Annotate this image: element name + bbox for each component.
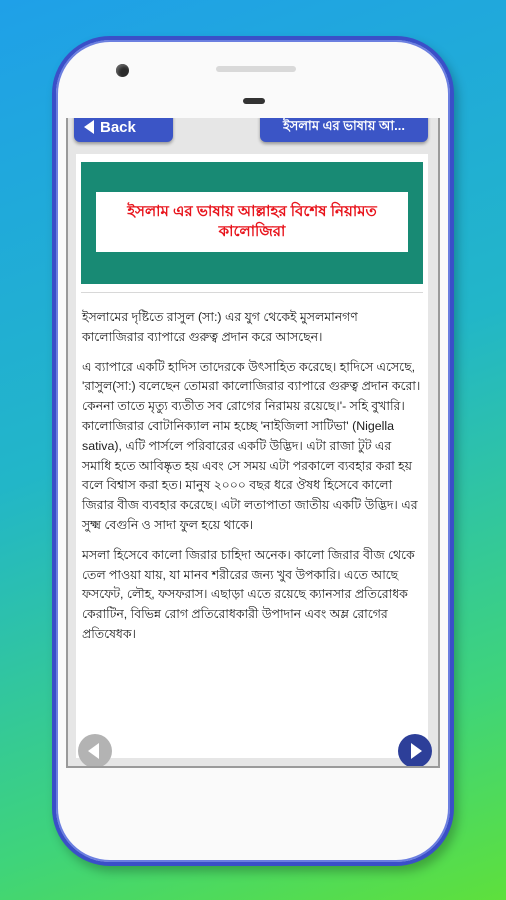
banner-title-box (96, 192, 408, 252)
page-title: ইসলাম এর ভাষায় আ... (283, 118, 405, 133)
article-paragraph-1: ইসলামের দৃষ্টিতে রাসুল (সা:) এর যুগ থেকেই মুসলমানগণ কালোজিরার ব্যাপারে গুরুত্ব প্রদান করে আসছেন। (82, 310, 358, 344)
next-page-button[interactable] (398, 734, 432, 768)
app-screen (66, 118, 440, 768)
article-card (76, 154, 428, 758)
article-body (82, 308, 422, 655)
back-button-label: Back (100, 118, 136, 136)
arrow-right-icon (411, 743, 422, 759)
camera-icon (116, 64, 129, 77)
page-title-button[interactable] (260, 118, 428, 142)
divider (81, 292, 423, 293)
banner-title-line1: ইসলাম এর ভাষায় আল্লাহর বিশেষ নিয়ামত (127, 203, 377, 220)
top-bar (68, 118, 438, 144)
back-button[interactable] (74, 118, 173, 142)
article-paragraph-3: মসলা হিসেবে কালো জিরার চাহিদা অনেক। কালো জিরার বীজ থেকে তেল পাওয়া যায়, যা মানব শরীরের জন্য খুব উপকারি। এতে আছে ফসফেট, লৌহ, ফসফরাস। এছাড়া এতে রয়েছে ক্যানসার প্রতিরোধক কেরাটিন, বিভিন্ন রোগ প্রতিরোধকারী উপাদান এবং অম্ল রোগের প্রতিষেধক। (82, 547, 415, 641)
banner-title-line2: কালোজিরা (218, 223, 286, 240)
proximity-sensor (243, 98, 265, 104)
previous-page-button[interactable] (78, 734, 112, 768)
arrow-left-icon (88, 743, 99, 759)
article-paragraph-2: এ ব্যাপারে একটি হাদিস তাদেরকে উৎসাহিত করেছে। হাদিসে এসেছে, 'রাসুল(সা:) বলেছেন তোমরা কালোজিরার ব্যাপারে গুরুত্ব প্রদান করো। কেননা তাতে মৃত্যু ব্যতীত সব রোগের নিরাময় রয়েছে।'- সহি বুখারি।কালোজিরার বোটানিক্যাল নাম হচ্ছে 'নাইজিলা সাটিভা' (Nigella sativa), এটি পার্সলে পরিবারের একটি উদ্ভিদ। এটা রাজা টুট এর সমাধি হতে আবিষ্কৃত হয় এবং সে সময় এটা পরকালে ব্যবহার করা হয় বলে বিশ্বাস করা হত। মানুষ ২০০০ বছর ধরে ঔষধ হিসেবে কালো জিরার বীজ ব্যবহার করেছে। এটা লতাপাতা জাতীয় একটি উদ্ভিদ। এর সুক্ষ্ম বেগুনি ও সাদা ফুল হয়ে থাকে। (82, 359, 421, 532)
back-arrow-icon (84, 120, 94, 134)
title-banner (81, 162, 423, 284)
speaker-grille (216, 66, 296, 72)
